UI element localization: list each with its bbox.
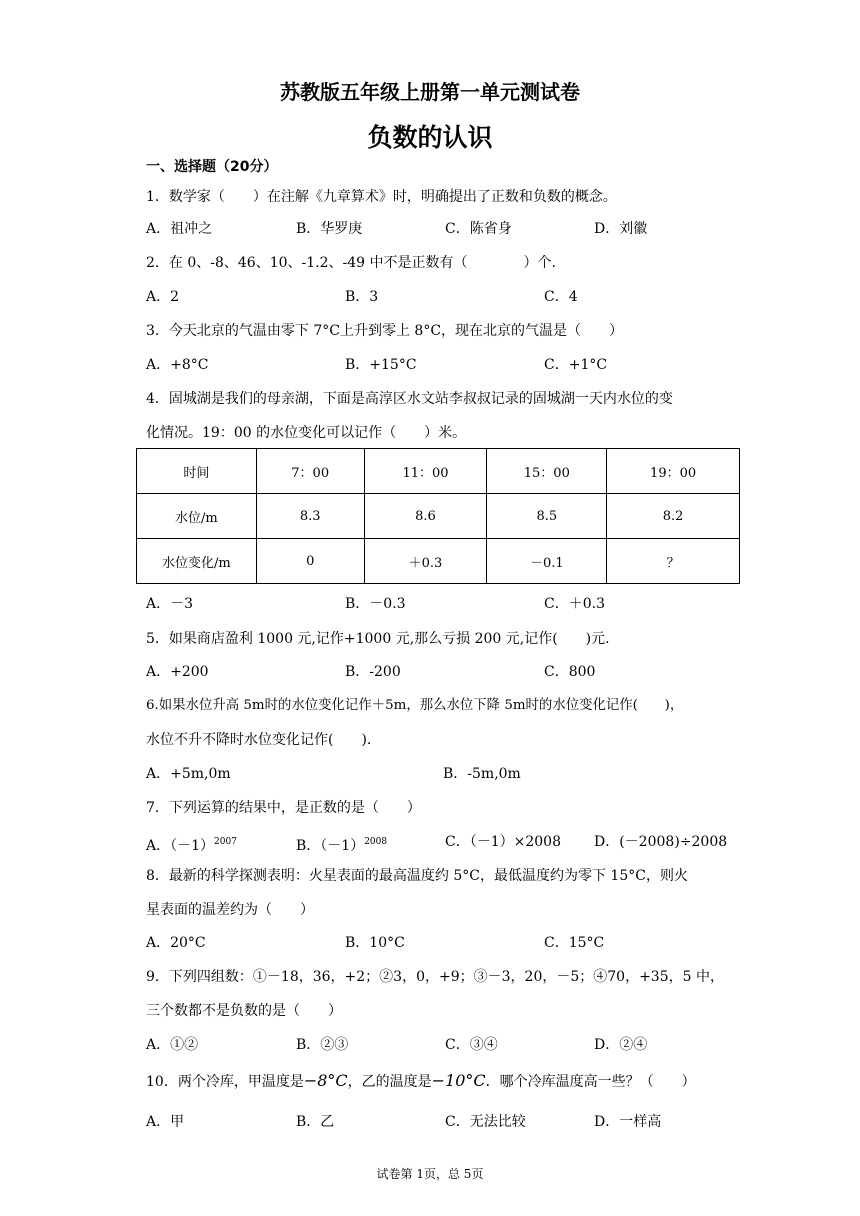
- exam-title: 苏教版五年级上册第一单元测试卷: [280, 80, 580, 104]
- q6-option-b: B．-5m,0m: [443, 766, 521, 782]
- q10-option-c: C．无法比较: [445, 1114, 526, 1130]
- table-cell: 7：00: [256, 449, 364, 494]
- q8-option-a: A．20°C: [146, 935, 206, 951]
- table-cell: 8.3: [256, 494, 364, 539]
- q5-option-a: A．+200: [146, 664, 209, 680]
- table-cell: ＋0.3: [364, 539, 487, 584]
- q10-temp-b: −10°C: [431, 1071, 486, 1090]
- exam-subtitle: 负数的认识: [367, 123, 493, 152]
- q1-option-d: D．刘徽: [594, 221, 648, 237]
- q10-option-b: B．乙: [296, 1114, 335, 1130]
- table-row: [137, 494, 740, 539]
- q3-option-c: C．+1°C: [544, 357, 608, 373]
- question-2-stem: 2．在 0、-8、46、10、-1.2、-49 中不是正数有（ ）个.: [146, 255, 556, 271]
- question-6-stem-line1: 6.如果水位升高 5m时的水位变化记作＋5m，那么水位下降 5m时的水位变化记作( )，: [146, 698, 684, 713]
- table-cell: 11：00: [364, 449, 487, 494]
- question-6-stem-line2: 水位不升不降时水位变化记作( ).: [146, 732, 372, 748]
- q10-option-d: D．一样高: [594, 1114, 662, 1130]
- question-4-stem-line2: 化情况。19：00 的水位变化可以记作（ ）米。: [146, 425, 467, 441]
- q2-option-a: A．2: [146, 289, 180, 305]
- question-3-stem: 3．今天北京的气温由零下 7°C上升到零上 8°C，现在北京的气温是（ ）: [146, 323, 624, 339]
- table-cell: ？: [607, 539, 740, 584]
- q10-temp-a: −8°C: [303, 1071, 348, 1090]
- q7-option-a-exponent: 2007: [214, 837, 237, 847]
- q10-stem-part2: ，乙的温度是: [347, 1074, 432, 1090]
- q4-option-b: B．－0.3: [345, 596, 406, 612]
- table-cell: 8.6: [364, 494, 487, 539]
- q3-option-b: B．+15°C: [345, 357, 417, 373]
- question-1-stem: 1．数学家（ ）在注解《九章算术》时，明确提出了正数和负数的概念。: [146, 189, 617, 205]
- table-cell: 时间: [137, 449, 257, 494]
- q7-option-b-exponent: 2008: [364, 837, 388, 847]
- table-cell: －0.1: [487, 539, 607, 584]
- question-8-stem-line2: 星表面的温差约为（ ）: [146, 902, 314, 918]
- table-cell: 0: [256, 539, 364, 584]
- q9-option-d: D．②④: [594, 1037, 648, 1053]
- q4-option-c: C．＋0.3: [544, 596, 605, 612]
- table-cell: 水位变化/m: [137, 539, 257, 584]
- table-cell: 19：00: [607, 449, 740, 494]
- q8-option-c: C．15°C: [544, 935, 605, 951]
- q7-option-d: D．(－2008)÷2008: [594, 834, 728, 850]
- q9-option-b: B．②③: [296, 1037, 349, 1053]
- q1-option-a: A．祖冲之: [146, 221, 213, 237]
- q7-option-b-base: B．（－1）: [296, 838, 365, 854]
- table-row: [137, 539, 740, 584]
- question-9-stem-line2: 三个数都不是负数的是（ ）: [146, 1003, 342, 1019]
- q9-option-c: C．③④: [445, 1037, 498, 1053]
- q2-option-c: C．4: [544, 289, 578, 305]
- q7-option-a: [146, 832, 237, 856]
- q1-option-b: B．华罗庚: [296, 221, 363, 237]
- q5-option-c: C．800: [544, 664, 596, 680]
- q10-stem-part3: ．哪个冷库温度高一些？（ ）: [485, 1074, 696, 1090]
- table-cell: 15：00: [487, 449, 607, 494]
- q7-option-a-base: A．（－1）: [146, 838, 215, 854]
- q10-option-a: A．甲: [146, 1114, 185, 1130]
- q1-option-c: C．陈省身: [445, 221, 512, 237]
- question-8-stem-line1: 8．最新的科学探测表明：火星表面的最高温度约 5°C，最低温度约为零下 15°C，则火: [146, 868, 688, 884]
- question-5-stem: 5．如果商店盈利 1000 元,记作+1000 元,那么亏损 200 元,记作( )元.: [146, 631, 610, 647]
- q4-option-a: A．－3: [146, 596, 194, 612]
- question-10-stem: [146, 1071, 696, 1092]
- page-footer: 试卷第 1页，总 5页: [376, 1167, 484, 1181]
- table-cell: 水位/m: [137, 494, 257, 539]
- q9-option-a: A．①②: [146, 1037, 199, 1053]
- question-9-stem-line1: 9．下列四组数：①－18，36，+2；②3，0，+9；③－3，20，－5；④70，+35，5 中，: [146, 969, 724, 985]
- q7-option-b: [296, 832, 387, 856]
- question-4-stem-line1: 4．固城湖是我们的母亲湖，下面是高淳区水文站李叔叔记录的固城湖一天内水位的变: [146, 391, 673, 407]
- table-row: [137, 449, 740, 494]
- q7-option-c: C．（－1）×2008: [445, 834, 561, 850]
- q6-option-a: A．+5m,0m: [146, 766, 231, 782]
- section-heading: 一、选择题（20分）: [146, 159, 278, 175]
- q3-option-a: A．+8°C: [146, 357, 209, 373]
- table-cell: 8.5: [487, 494, 607, 539]
- water-level-table: [136, 448, 740, 584]
- q5-option-b: B．-200: [345, 664, 401, 680]
- question-7-stem: 7．下列运算的结果中，是正数的是（ ）: [146, 800, 421, 816]
- q8-option-b: B．10°C: [345, 935, 405, 951]
- q10-stem-part1: 10．两个冷库，甲温度是: [146, 1074, 304, 1090]
- q2-option-b: B．3: [345, 289, 379, 305]
- table-cell: 8.2: [607, 494, 740, 539]
